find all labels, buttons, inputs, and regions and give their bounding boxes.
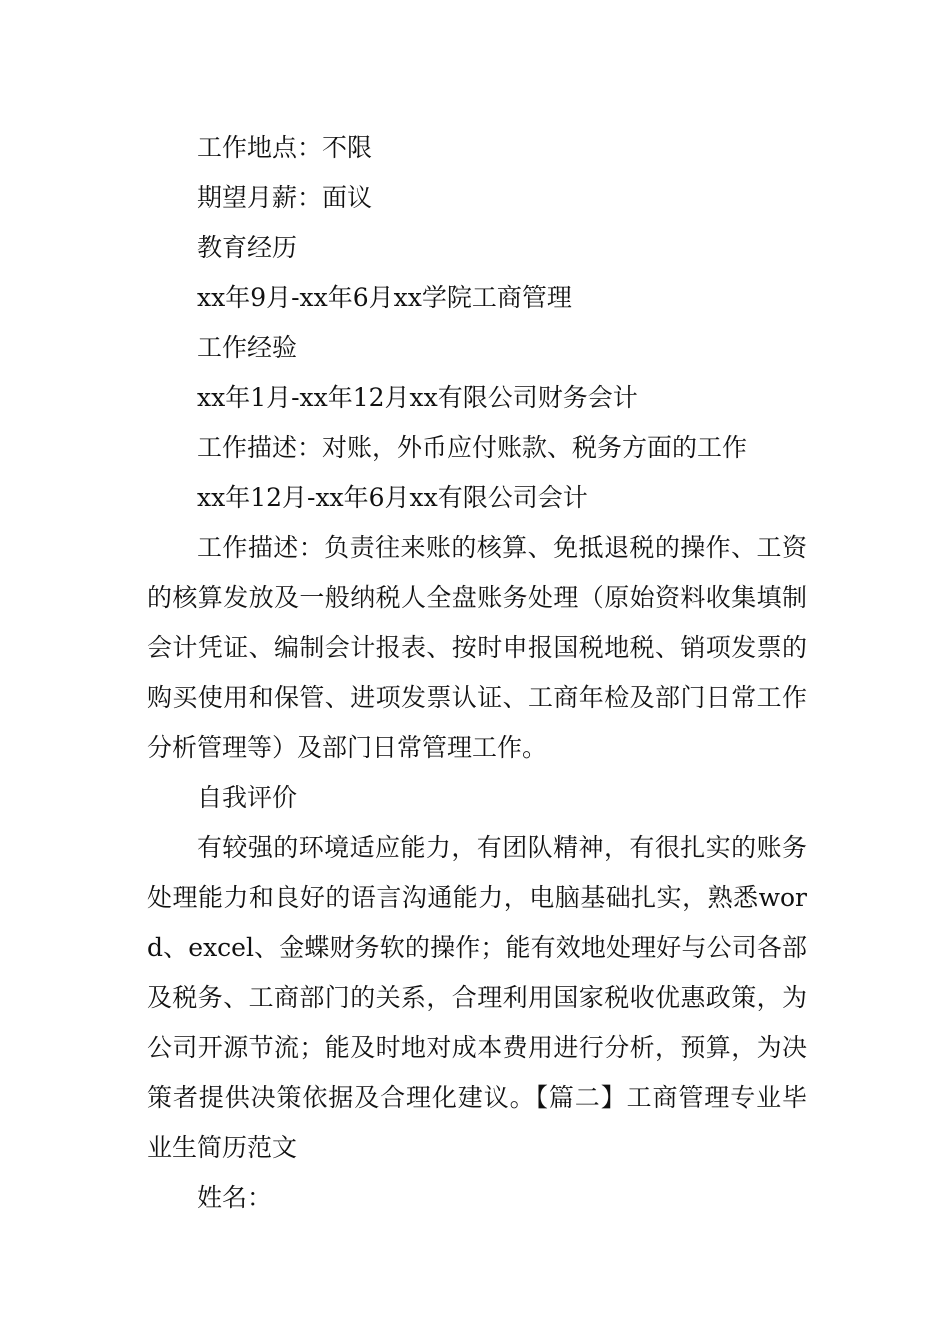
expected-salary-line: 期望月薪：面议: [197, 183, 373, 212]
self-evaluation-heading: 自我评价: [197, 783, 298, 812]
self-evaluation-paragraph: 有较强的环境适应能力，有团队精神，有很扎实的账务处理能力和良好的语言沟通能力，电脑基础扎实，熟悉word、excel、金蝶财务软的操作；能有效地处理好与公司各部及税务、工商部门的关系，合理利用国家税收优惠政策，为公司开源节流；能及时地对成本费用进行分析，预算，为决策者提供决策依据及合理化建议。【篇二】工商管理专业毕业生简历范文: [147, 833, 807, 1162]
education-heading: 教育经历: [197, 233, 298, 262]
work-location-line: 工作地点：不限: [197, 133, 373, 162]
education-entry: xx年9月-xx年6月xx学院工商管理: [197, 283, 572, 312]
work-experience-heading: 工作经验: [197, 333, 298, 362]
work-description-2: 工作描述：负责往来账的核算、免抵退税的操作、工资的核算发放及一般纳税人全盘账务处理（原始资料收集填制会计凭证、编制会计报表、按时申报国税地税、销项发票的购买使用和保管、进项发票认证、工商年检及部门日常工作分析管理等）及部门日常管理工作。: [147, 533, 807, 762]
work-entry-2: xx年12月-xx年6月xx有限公司会计: [197, 483, 588, 512]
work-description-1: 工作描述：对账，外币应付账款、税务方面的工作: [197, 433, 748, 462]
work-entry-1: xx年1月-xx年12月xx有限公司财务会计: [197, 383, 638, 412]
name-label: 姓名：: [197, 1183, 273, 1212]
resume-body: [147, 123, 807, 1223]
